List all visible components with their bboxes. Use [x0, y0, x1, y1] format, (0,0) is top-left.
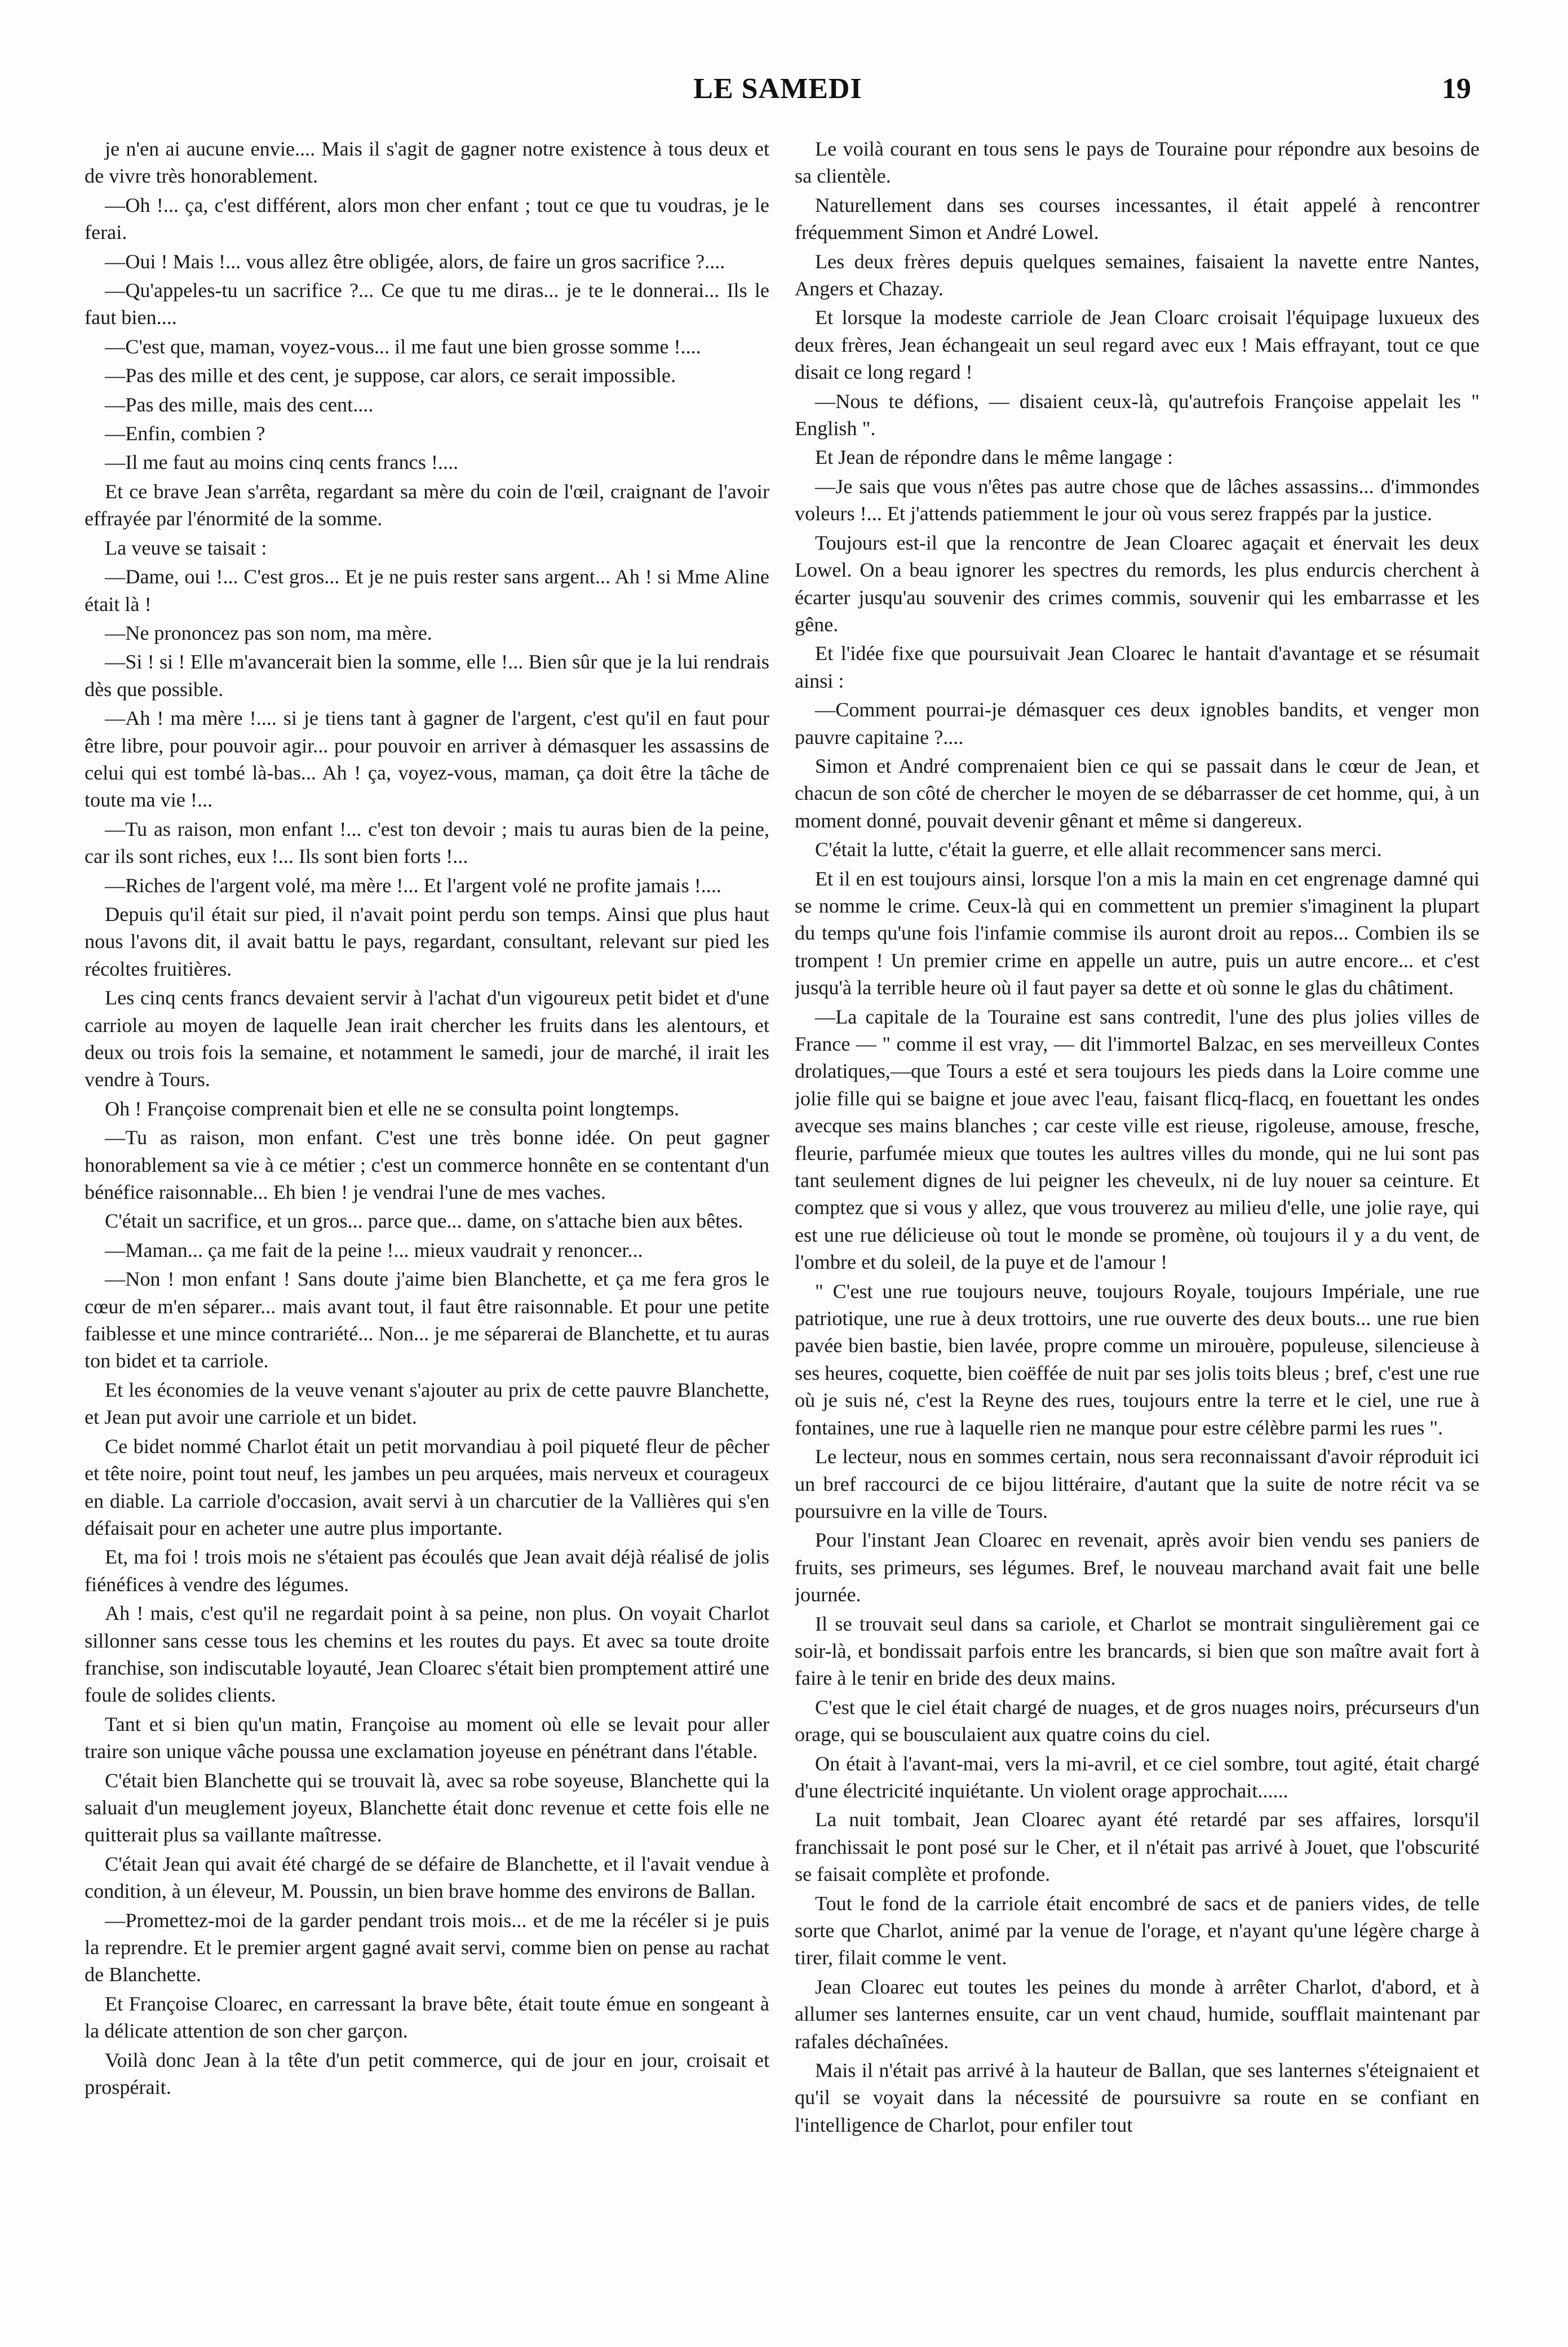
page-header [85, 72, 1471, 123]
paragraph: —La capitale de la Touraine est sans contredit, l'une des plus jolies villes de France — " comme il est vray, — dit l'immortel Balzac, en ses merveilleux Contes drolatiques,—que Tours a esté et sera toujours les pieds dans la Loire comme une jolie fille qui se baigne et joue avec l'eau, faisant flicq-flacq, en fouettant les ondes avecque ses mains blanches ; car ceste ville est rieuse, rigoleuse, amouse, fresche, fleurie, parfumée mieux que toutes les aultres villes du monde, qui ne lui sont pas tant seulement dignes de lui peigner les cheveulx, ni de luy nouer sa ceinture. Et comptez que si vous y allez, que vous trouverez au milieu d'elle, une jolie raye, qui est une rue délicieuse où tout le monde se promène, où toujours il y a du vent, de l'ombre et du soleil, de la puye et de l'amour ! [795, 1005, 1480, 1274]
paragraph: Simon et André comprenaient bien ce qui se passait dans le cœur de Jean, et chacun de son côté de chercher le moyen de se débarrasser de cet homme, qui, à un moment donné, pouvait devenir gênant et même si dangereux. [795, 754, 1480, 832]
paragraph: Voilà donc Jean à la tête d'un petit commerce, qui de jour en jour, croisait et prospérait. [85, 2048, 769, 2099]
paragraph: —Ne prononcez pas son nom, ma mère. [105, 621, 432, 644]
paragraph: Et Françoise Cloarec, en carressant la brave bête, était toute émue en songeant à la délicate attention de son cher garçon. [85, 1992, 769, 2043]
paragraph: —Pas des mille, mais des cent.... [105, 393, 374, 416]
paragraph: C'était bien Blanchette qui se trouvait là, avec sa robe soyeuse, Blanchette qui la saluait d'un meuglement joyeux, Blanchette était donc revenue et cette fois elle ne quitterait plus sa vaillante maîtresse. [85, 1769, 769, 1846]
journal-title: LE SAMEDI [693, 73, 862, 105]
paragraph: Et, ma foi ! trois mois ne s'étaient pas écoulés que Jean avait déjà réalisé de jolis fiénéfices à vendre des légumes. [85, 1546, 769, 1596]
text-column-right [795, 135, 1480, 2324]
paragraph: —Oh !... ça, c'est différent, alors mon cher enfant ; tout ce que tu voudras, je le ferai. [85, 193, 769, 244]
paragraph: —Oui ! Mais !... vous allez être obligée, alors, de faire un gros sacrifice ?.... [105, 250, 725, 273]
paragraph: —Dame, oui !... C'est gros... Et je ne puis rester sans argent... Ah ! si Mme Aline était là ! [85, 565, 769, 615]
paragraph: La nuit tombait, Jean Cloarec ayant été retardé par ses affaires, lorsqu'il franchissait le pont posé sur le Cher, et il n'était pas arrivé à Jouet, que l'obscurité se faisait complète et profonde. [795, 1808, 1480, 1886]
paragraph: —Je sais que vous n'êtes pas autre chose que de lâches assassins... d'immondes voleurs !... Et j'attends patiemment le jour où vous serez frappés par la justice. [795, 475, 1480, 525]
paragraph: —Nous te défions, — disaient ceux-là, qu'autrefois Françoise appelait les " English ". [795, 389, 1480, 440]
paragraph: Mais il n'était pas arrivé à la hauteur de Ballan, que ses lanternes s'éteignaient et qu'il se voyait dans la nécessité de poursuivre sa route en se confiant en l'intelligence de Charlot, pour enfiler tout [795, 2059, 1480, 2136]
paragraph: —Riches de l'argent volé, ma mère !... Et l'argent volé ne profite jamais !.... [105, 874, 721, 897]
paragraph: Ce bidet nommé Charlot était un petit morvandiau à poil piqueté fleur de pêcher et tête noire, point tout neuf, les jambes un peu arquées, mais nerveux et courageux en diable. La carriole d'occasion, avait servi à un charcutier de la Vallières qui s'en défaisait pour en acheter une autre plus importante. [85, 1434, 769, 1539]
paragraph: Le lecteur, nous en sommes certain, nous sera reconnaissant d'avoir réproduit ici un bref raccourci de ce bijou littéraire, d'autant que la suite de notre récit va se poursuivre en la ville de Tours. [795, 1445, 1480, 1522]
paragraph: La veuve se taisait : [105, 536, 267, 559]
paragraph: Et il en est toujours ainsi, lorsque l'on a mis la main en cet engrenage damné qui se nomme le crime. Ceux-là qui en commettent un premier s'imaginent la plupart du temps qu'une fois l'infamie commise ils auront droit au repos... Combien ils se trompent ! Un premier crime en appelle un autre, puis un autre encore... et c'est jusqu'à la terrible heure où il faut payer sa dette et où sonne le glas du châtiment. [795, 867, 1480, 999]
text-column-left [85, 135, 769, 2324]
paragraph: Oh ! Françoise comprenait bien et elle ne se consulta point longtemps. [105, 1097, 680, 1120]
paragraph: Les cinq cents francs devaient servir à l'achat d'un vigoureux petit bidet et d'une carriole au moyen de laquelle Jean irait chercher les fruits dans les alentours, et deux ou trois fois la semaine, et notamment le samedi, jour de marché, il irait les vendre à Tours. [85, 986, 769, 1091]
paragraph: —Ah ! ma mère !.... si je tiens tant à gagner de l'argent, c'est qu'il en faut pour être libre, pour pouvoir agir... pour pouvoir en arriver à démasquer les assassins de celui qui est tombé là-bas... Ah ! ça, voyez-vous, maman, ça doit être la tâche de toute ma vie !... [85, 707, 769, 812]
paragraph: —Tu as raison, mon enfant. C'est une très bonne idée. On peut gagner honorablement sa vie à ce métier ; c'est un commerce honnête en se contentant d'un bénéfice raisonnable... Eh bien ! je vendrai l'une de mes vaches. [85, 1126, 769, 1204]
paragraph: Ah ! mais, c'est qu'il ne regardait point à sa peine, non plus. On voyait Charlot sillonner sans cesse tous les chemins et les routes du pays. Et avec sa toute droite franchise, son indiscutable loyauté, Jean Cloarec s'était bien promptement attiré une foule de solides clients. [85, 1602, 769, 1707]
paragraph: —Comment pourrai-je démasquer ces deux ignobles bandits, et venger mon pauvre capitaine ?.... [795, 698, 1480, 749]
paragraph: Tout le fond de la carriole était encombré de sacs et de paniers vides, de telle sorte que Charlot, animé par la venue de l'orage, et n'ayant qu'une légère charge à tirer, filait comme le vent. [795, 1892, 1480, 1969]
paragraph: Et les économies de la veuve venant s'ajouter au prix de cette pauvre Blanchette, et Jean put avoir une carriole et un bidet. [85, 1378, 769, 1429]
page-number: 19 [1442, 73, 1471, 105]
paragraph: Et ce brave Jean s'arrêta, regardant sa mère du coin de l'œil, craignant de l'avoir effrayée par l'énormité de la somme. [85, 480, 769, 530]
paragraph: —Pas des mille et des cent, je suppose, car alors, ce serait impossible. [105, 364, 676, 387]
paragraph: Et lorsque la modeste carriole de Jean Cloarc croisait l'équipage luxueux des deux frères, Jean échangeait un seul regard avec eux ! Mais effrayant, tout ce que disait ce long regard ! [795, 306, 1480, 384]
paragraph: Naturellement dans ses courses incessantes, il était appelé à rencontrer fréquemment Simon et André Lowel. [795, 193, 1480, 244]
paragraph: C'était la lutte, c'était la guerre, et elle allait recommencer sans merci. [815, 838, 1382, 861]
paragraph: Et l'idée fixe que poursuivait Jean Cloarec le hantait d'avantage et se résumait ainsi : [795, 642, 1480, 692]
paragraph: —Il me faut au moins cinq cents francs !.... [105, 451, 459, 474]
paragraph: —Si ! si ! Elle m'avancerait bien la somme, elle !... Bien sûr que je la lui rendrais dès que possible. [85, 650, 769, 701]
paragraph: Et Jean de répondre dans le même langage : [815, 446, 1173, 469]
paragraph: On était à l'avant-mai, vers la mi-avril, et ce ciel sombre, tout agité, était chargé d'une électricité inquiétante. Un violent orage approchait...... [795, 1752, 1480, 1802]
paragraph: —Promettez-moi de la garder pendant trois mois... et de me la récéler si je puis la reprendre. Et le premier argent gagné avait servi, comme bien on pense au rachat de Blanchette. [85, 1908, 769, 1986]
paragraph: —Maman... ça me fait de la peine !... mieux vaudrait y renoncer... [105, 1238, 643, 1261]
paragraph: —C'est que, maman, voyez-vous... il me faut une bien grosse somme !.... [105, 335, 701, 358]
paragraph: Il se trouvait seul dans sa cariole, et Charlot se montrait singulièrement gai ce soir-là, et bondissait parfois entre les brancards, si bien que son maître avait fort à faire à le tenir en bride des deux mains. [795, 1612, 1480, 1690]
paragraph: C'était Jean qui avait été chargé de se défaire de Blanchette, et il l'avait vendue à condition, à un éleveur, M. Poussin, un bien brave homme des environs de Ballan. [85, 1852, 769, 1903]
paragraph: Le voilà courant en tous sens le pays de Touraine pour répondre aux besoins de sa clientèle. [795, 138, 1480, 188]
paragraph: Toujours est-il que la rencontre de Jean Cloarec agaçait et énervait les deux Lowel. On a beau ignorer les spectres du remords, les plus endurcis cherchent à écarter jusqu'au souvenir des crimes commis, souvenir qui les embarrasse et les gêne. [795, 531, 1480, 636]
paragraph: —Qu'appeles-tu un sacrifice ?... Ce que tu me diras... je te le donnerai... Ils le faut bien.... [85, 279, 769, 329]
paragraph: Tant et si bien qu'un matin, Françoise au moment où elle se levait pour aller traire son unique vâche poussa une exclamation joyeuse en pénétrant dans l'étable. [85, 1712, 769, 1763]
paragraph: —Enfin, combien ? [105, 422, 265, 445]
paragraph: Depuis qu'il était sur pied, il n'avait point perdu son temps. Ainsi que plus haut nous l'avons dit, il avait battu le pays, regardant, consultant, relevant sur pied les récoltes fruitières. [85, 902, 769, 980]
paragraph: " C'est une rue toujours neuve, toujours Royale, toujours Impériale, une rue patriotique, une rue à deux trottoirs, une rue ouverte des deux bouts... une rue bien pavée bien bastie, bien lavée, propre comme un mirouère, populeuse, silencieuse à ses heures, coquette, bien coëffée de nuit par ses jolis toits bleus ; bref, c'est une rue où je suis né, c'est la Reyne des rues, toujours entre la terre et le ciel, une rue à fontaines, une rue à laquelle rien ne manque pour estre célèbre parmi les rues ". [795, 1279, 1480, 1439]
paragraph: —Non ! mon enfant ! Sans doute j'aime bien Blanchette, et ça me fera gros le cœur de m'en séparer... mais avant tout, il faut être raisonnable. Et pour une petite faiblesse et une mince contrariété... Non... je me séparerai de Blanchette, et tu auras ton bidet et ta carriole. [85, 1268, 769, 1372]
paragraph: C'est que le ciel était chargé de nuages, et de gros nuages noirs, précurseurs d'un orage, qui se bousculaient aux quatre coins du ciel. [795, 1695, 1480, 1746]
paragraph: je n'en ai aucune envie.... Mais il s'agit de gagner notre existence à tous deux et de vivre très honorablement. [85, 138, 769, 188]
paragraph: C'était un sacrifice, et un gros... parce que... dame, on s'attache bien aux bêtes. [105, 1210, 743, 1233]
paragraph: —Tu as raison, mon enfant !... c'est ton devoir ; mais tu auras bien de la peine, car ils sont riches, eux !... Ils sont bien forts !... [85, 817, 769, 868]
paragraph: Pour l'instant Jean Cloarec en revenait, après avoir bien vendu ses paniers de fruits, ses primeurs, ses légumes. Bref, le nouveau marchand avait fait une belle journée. [795, 1529, 1480, 1606]
paragraph: Jean Cloarec eut toutes les peines du monde à arrêter Charlot, d'abord, et à allumer ses lanternes ensuite, car un vent chaud, humide, soufflait maintenant par rafales déchaînées. [795, 1975, 1480, 2053]
paragraph: Les deux frères depuis quelques semaines, faisaient la navette entre Nantes, Angers et Chazay. [795, 250, 1480, 300]
